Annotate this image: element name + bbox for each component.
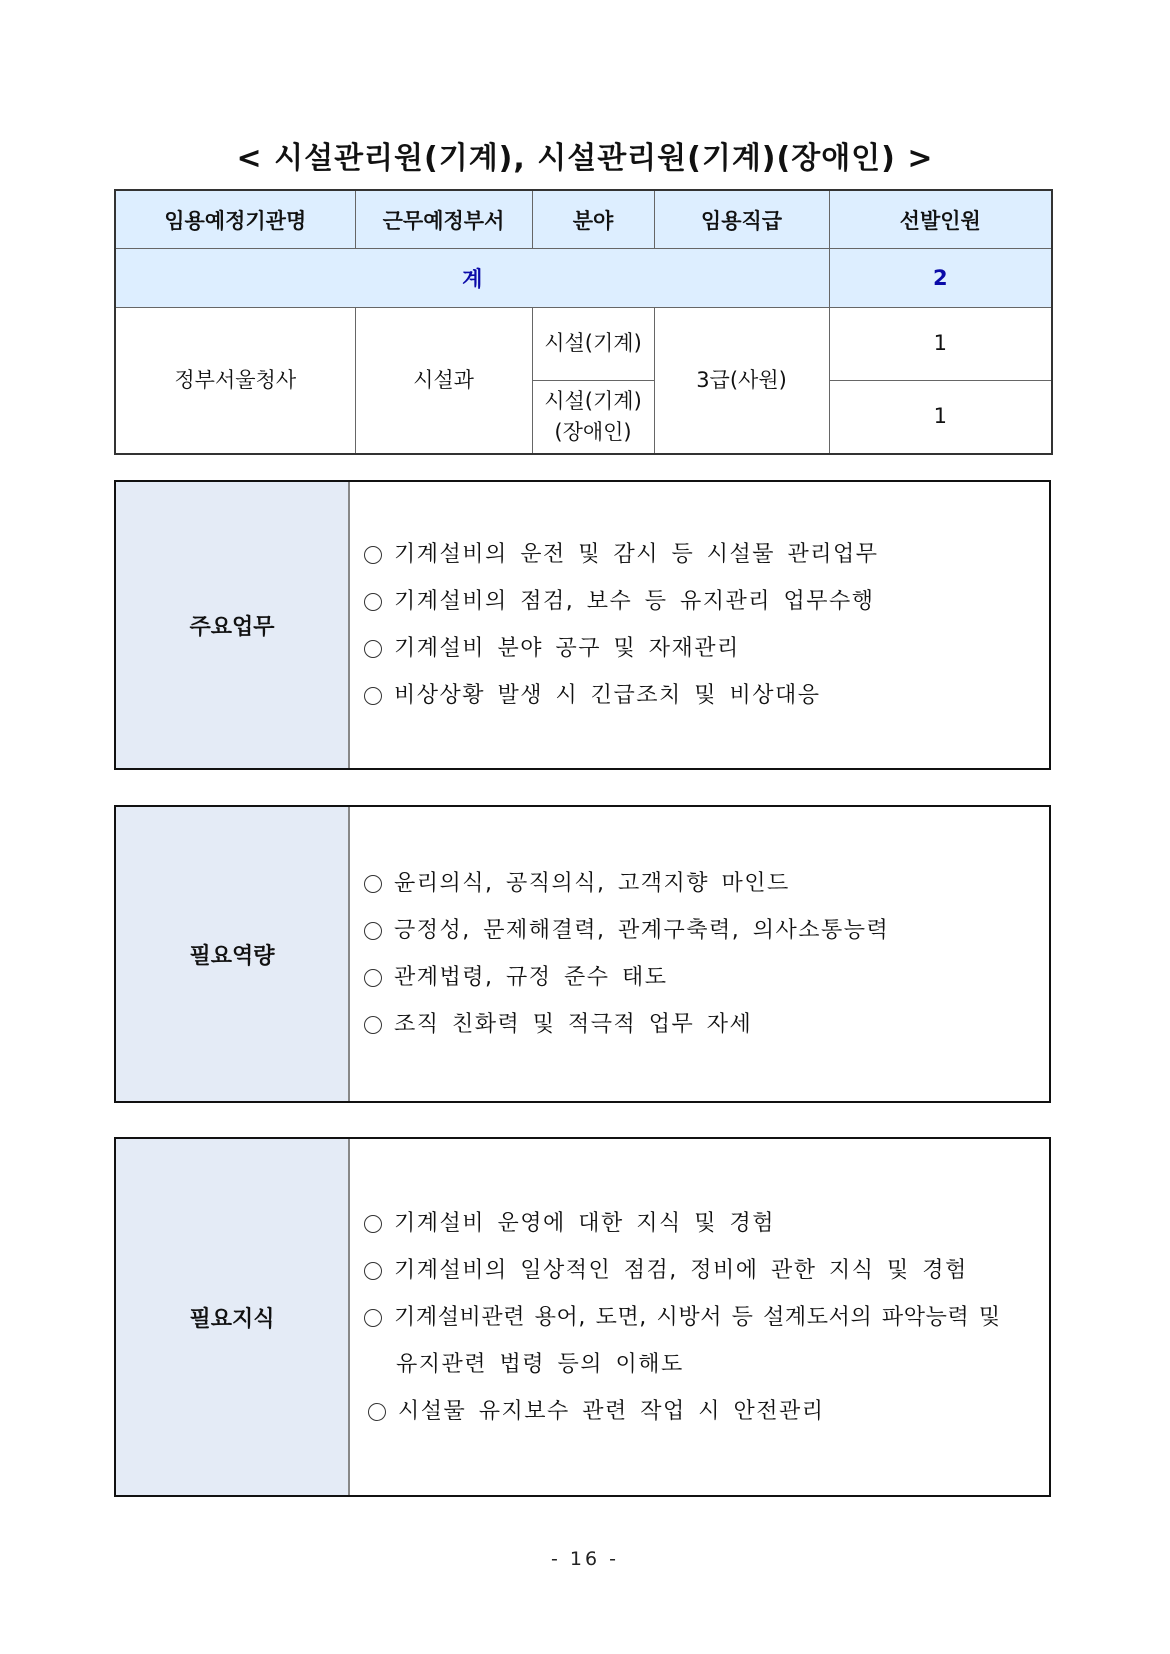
circle-bullet-icon [368, 1403, 386, 1421]
list-item [364, 1294, 1043, 1341]
section-label: 주요업무 [116, 482, 350, 768]
list-item [364, 1001, 1043, 1048]
list-item [364, 860, 1043, 907]
grade-cell: 3급(사원) [654, 308, 829, 455]
table-header-row [115, 190, 1052, 249]
section-label: 필요지식 [116, 1139, 350, 1495]
list-item [364, 1388, 1043, 1435]
recruitment-summary-table [114, 189, 1053, 455]
list-item [364, 1247, 1043, 1294]
field-line: 시설(기계) [544, 388, 642, 413]
item-text: 긍정성, 문제해결력, 관계구축력, 의사소통능력 [394, 918, 890, 943]
header-agency: 임용예정기관명 [115, 190, 355, 249]
field-cell: 시설(기계) [532, 308, 654, 381]
count-cell: 1 [829, 308, 1052, 381]
agency-cell: 정부서울청사 [115, 308, 355, 455]
circle-bullet-icon [364, 1262, 382, 1280]
header-department: 근무예정부서 [355, 190, 532, 249]
circle-bullet-icon [364, 1215, 382, 1233]
circle-bullet-icon [364, 969, 382, 987]
list-item [364, 907, 1043, 954]
section-content [350, 1139, 1049, 1495]
list-item-continuation: 유지관련 법령 등의 이해도 [396, 1351, 684, 1377]
item-text: 기계설비 분야 공구 및 자재관리 [394, 636, 740, 661]
item-text: 조직 친화력 및 적극적 업무 자세 [394, 1012, 753, 1037]
list-item [364, 578, 1043, 625]
circle-bullet-icon [364, 1016, 382, 1034]
list-item [364, 954, 1043, 1001]
item-text: 관계법령, 규정 준수 태도 [394, 965, 668, 990]
circle-bullet-icon [364, 922, 382, 940]
field-line: (장애인) [554, 420, 632, 444]
section-required-competencies [114, 805, 1051, 1103]
item-text: 기계설비의 일상적인 점검, 정비에 관한 지식 및 경험 [394, 1257, 968, 1283]
list-item [364, 1200, 1043, 1247]
circle-bullet-icon [364, 1309, 382, 1327]
circle-bullet-icon [364, 640, 382, 658]
page-title: < 시설관리원(기계), 시설관리원(기계)(장애인) > [236, 141, 934, 176]
section-label: 필요역량 [116, 807, 350, 1101]
table-total-row [115, 249, 1052, 308]
item-text: 기계설비관련 용어, 도면, 시방서 등 설계도서의 파악능력 및 [394, 1304, 1001, 1330]
circle-bullet-icon [364, 687, 382, 705]
section-main-duties [114, 480, 1051, 770]
list-item [364, 672, 1043, 719]
page-number: - 16 - [551, 1548, 619, 1570]
header-count: 선발인원 [829, 190, 1052, 249]
total-label: 계 [115, 249, 829, 308]
section-content [350, 807, 1049, 1101]
item-text: 기계설비의 점검, 보수 등 유지관리 업무수행 [394, 589, 875, 614]
total-count: 2 [829, 249, 1052, 308]
department-cell: 시설과 [355, 308, 532, 455]
item-text: 비상상황 발생 시 긴급조치 및 비상대응 [394, 683, 821, 708]
header-grade: 임용직급 [654, 190, 829, 249]
item-text: 시설물 유지보수 관련 작업 시 안전관리 [398, 1398, 825, 1424]
circle-bullet-icon [364, 546, 382, 564]
count-cell: 1 [829, 381, 1052, 455]
list-item [364, 625, 1043, 672]
section-required-knowledge [114, 1137, 1051, 1497]
section-content [350, 482, 1049, 768]
list-item [364, 531, 1043, 578]
circle-bullet-icon [364, 593, 382, 611]
field-cell [532, 381, 654, 455]
table-row [115, 308, 1052, 381]
item-text: 기계설비 운영에 대한 지식 및 경험 [394, 1210, 775, 1236]
item-text: 기계설비의 운전 및 감시 등 시설물 관리업무 [394, 542, 879, 567]
item-text: 윤리의식, 공직의식, 고객지향 마인드 [394, 871, 790, 896]
circle-bullet-icon [364, 875, 382, 893]
header-field: 분야 [532, 190, 654, 249]
